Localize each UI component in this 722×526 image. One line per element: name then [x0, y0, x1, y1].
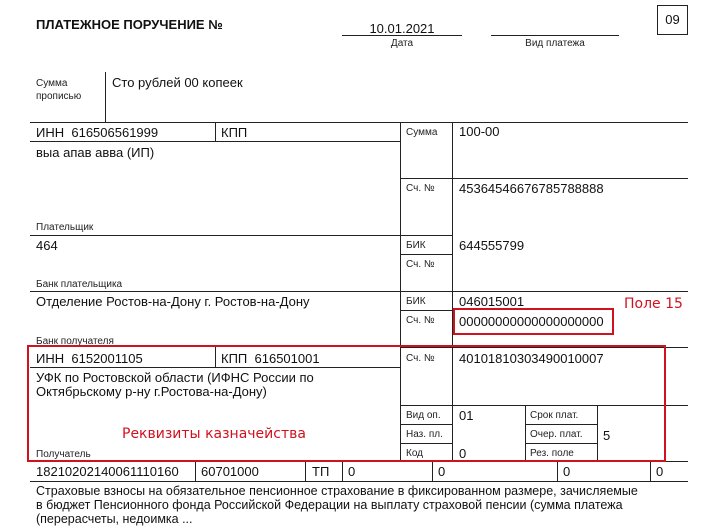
payment-purpose: Страховые взносы на обязательное пенсионное страхование в фиксированном размере, зачисляемые в бюджет Пенсионного фонда Российской Федерации на выплату страховой пенсии (сумма платежа (перерасчеты, недоимка ...: [36, 484, 638, 526]
row-line: [30, 291, 688, 292]
payer-name: выа апав авва (ИП): [36, 145, 155, 160]
treasury-label: Реквизиты казначейства: [122, 426, 306, 442]
payer-inn: ИНН 616506561999: [36, 125, 159, 140]
row-line: [400, 310, 452, 311]
date-underline: [342, 35, 462, 36]
op-type-value: 01: [459, 408, 474, 423]
sum-label: Сумма: [406, 127, 438, 138]
payer-account-label: Сч. №: [406, 183, 435, 194]
amount-words-label-1: Сумма: [36, 78, 68, 89]
payee-bank-section-label: Банк получателя: [36, 336, 114, 347]
op-type-label: Вид оп.: [406, 410, 441, 421]
row-line: [30, 235, 400, 236]
payer-account-value: 45364546676785788888: [459, 181, 604, 196]
payment-type-underline: [491, 35, 619, 36]
row-line: [30, 481, 688, 482]
basis-value: ТП: [312, 464, 330, 479]
extra-value: 0: [656, 464, 664, 479]
payer-kpp: КПП: [221, 125, 248, 140]
divider: [105, 72, 106, 122]
priority-value: 5: [603, 428, 611, 443]
col-line: [557, 461, 558, 481]
payer-bank-account-label: Сч. №: [406, 259, 435, 270]
col-line: [305, 461, 306, 481]
row-line: [400, 178, 688, 179]
field15-highlight: [453, 308, 614, 335]
row-line: [400, 254, 452, 255]
payer-bank-name: 464: [36, 238, 58, 253]
deadline-label: Срок плат.: [530, 410, 579, 421]
purpose-code-label: Наз. пл.: [406, 429, 443, 440]
col-line: [432, 461, 433, 481]
col-line: [342, 461, 343, 481]
payee-account-label: Сч. №: [406, 353, 435, 364]
kbk-value: 18210202140061110160: [36, 464, 179, 479]
document-title: ПЛАТЕЖНОЕ ПОРУЧЕНИЕ №: [36, 17, 223, 32]
sum-value: 100-00: [459, 124, 500, 139]
status-code-box: 09: [657, 5, 688, 35]
payee-bank-bik-label: БИК: [406, 296, 426, 307]
oktmo-value: 60701000: [201, 464, 259, 479]
reserve-label: Рез. поле: [530, 448, 574, 459]
amount-words-label-2: прописью: [36, 91, 82, 102]
payee-bank-name: Отделение Ростов-на-Дону г. Ростов-на-Дону: [36, 294, 310, 309]
payee-account-value: 40101810303490010007: [459, 351, 604, 366]
row-line: [30, 122, 688, 123]
payee-section-label: Получатель: [36, 449, 91, 460]
code-value: 0: [459, 446, 467, 461]
col-line: [650, 461, 651, 481]
payment-type-label: Вид платежа: [525, 38, 585, 49]
payee-inn: ИНН 6152001105: [36, 351, 143, 366]
doc-number-value: 0: [438, 464, 446, 479]
row-line: [30, 141, 400, 142]
payer-bank-bik-value: 644555799: [459, 238, 525, 253]
treasury-highlight: [27, 345, 666, 462]
date-value: 10.01.2021: [369, 21, 435, 36]
payer-bank-bik-label: БИК: [406, 240, 426, 251]
col-line: [195, 461, 196, 481]
priority-label: Очер. плат.: [530, 429, 583, 440]
row-line: [400, 235, 452, 236]
payee-kpp: КПП 616501001: [221, 351, 320, 366]
field15-label: Поле 15: [624, 296, 683, 312]
date-label: Дата: [390, 38, 414, 49]
payee-bank-bik-value: 046015001: [459, 294, 525, 309]
payee-bank-account-label: Сч. №: [406, 315, 435, 326]
col-line: [215, 122, 216, 141]
code-label: Код: [406, 448, 424, 459]
payer-section-label: Плательщик: [36, 222, 94, 233]
amount-words-value: Сто рублей 00 копеек: [112, 75, 243, 90]
payee-name: УФК по Ростовской области (ИФНС России по Октябрьскому р-ну г.Ростова-на-Дону): [36, 370, 314, 399]
doc-date-value: 0: [563, 464, 571, 479]
period-value: 0: [348, 464, 356, 479]
payer-bank-section-label: Банк плательщика: [36, 279, 123, 290]
payee-bank-account-value: 00000000000000000000: [459, 314, 604, 329]
